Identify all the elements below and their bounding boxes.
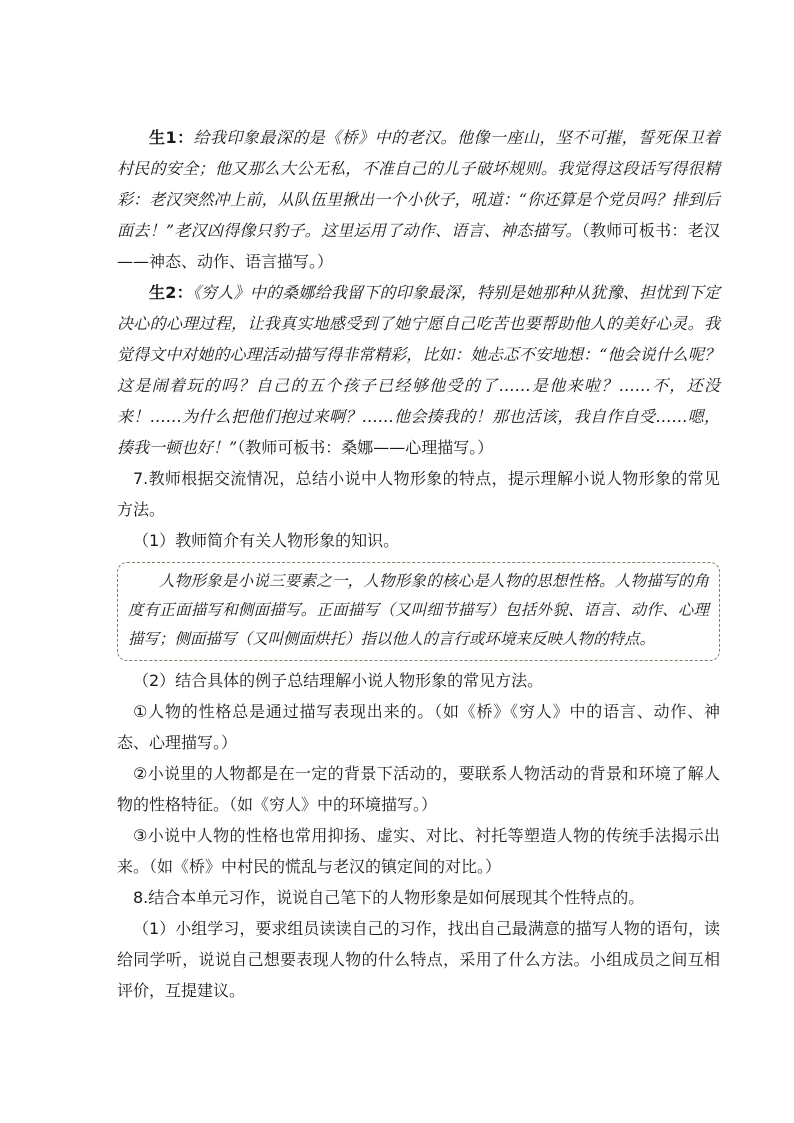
page-body	[117, 122, 720, 1006]
step7-sub2: （2）结合具体的例子总结理解小说人物形象的常见方法。	[133, 671, 544, 690]
method-point-2: ②小说里的人物都是在一定的背景下活动的，要联系人物活动的背景和环境了解人物的性格特征。（如《穷人》中的环境描写。）	[117, 764, 720, 814]
method-point-3: ③小说中人物的性格也常用抑扬、虚实、对比、衬托等塑造人物的传统手法揭示出来。（如《桥》中村民的慌乱与老汉的镇定间的对比。）	[117, 826, 720, 876]
student1-answer: 给我印象最深的是《桥》中的老汉。他像一座山，坚不可摧，誓死保卫着村民的安全；他又那么大公无私，不准自己的儿子破坏规则。我觉得这段话写得很精彩：老汉突然冲上前，从队伍里揪出一个小伙子，吼道：“你还算是个党员吗？排到后面去！”老汉凶得像只豹子。这里运用了动作、语言、神态描写。	[117, 128, 720, 240]
student1-board-note: （教师可板书：老汉——神态、动作、语言描写。）	[117, 221, 720, 271]
step8-heading: 8.结合本单元习作，说说自己笔下的人物形象是如何展现其个性特点的。	[133, 888, 645, 907]
student1-label: 生1：	[149, 128, 194, 147]
student1-paragraph	[117, 122, 720, 277]
knowledge-box	[117, 562, 720, 661]
student2-label: 生2：	[149, 283, 193, 302]
student2-answer: 《穷人》中的桑娜给我留下的印象最深，特别是她那种从犹豫、担忧到下定决心的心理过程，让我真实地感受到了她宁愿自己吃苦也要帮助他人的美好心灵。我觉得文中对她的心理活动描写得非常精彩，比如：她忐忑不安地想：“他会说什么呢？这是闹着玩的吗？自己的五个孩子已经够他受的了……是他来啦？……不，还没来！……为什么把他们抱过来啊？……他会揍我的！那也活该，我自作自受……嗯，揍我一顿也好！”	[117, 283, 720, 457]
student2-paragraph	[117, 277, 720, 463]
step7-sub1: （1）教师简介有关人物形象的知识。	[133, 531, 400, 550]
step8-sub1: （1）小组学习，要求组员读读自己的习作，找出自己最满意的描写人物的语句，读给同学听，说说自己想要表现人物的什么特点，采用了什么方法。小组成员之间互相评价，互提建议。	[117, 919, 720, 1000]
student2-board-note: （教师可板书：桑娜——心理描写。）	[237, 438, 494, 457]
knowledge-box-text: 人物形象是小说三要素之一，人物形象的核心是人物的思想性格。人物描写的角度有正面描写和侧面描写。正面描写（又叫细节描写）包括外貌、语言、动作、心理描写；侧面描写（又叫侧面烘托）指以他人的言行或环境来反映人物的特点。	[128, 572, 709, 648]
step7-heading: 7.教师根据交流情况，总结小说中人物形象的特点，提示理解小说人物形象的常见方法。	[117, 469, 720, 519]
method-point-1: ①人物的性格总是通过描写表现出来的。（如《桥》《穷人》中的语言、动作、神态、心理描写。）	[117, 702, 720, 752]
